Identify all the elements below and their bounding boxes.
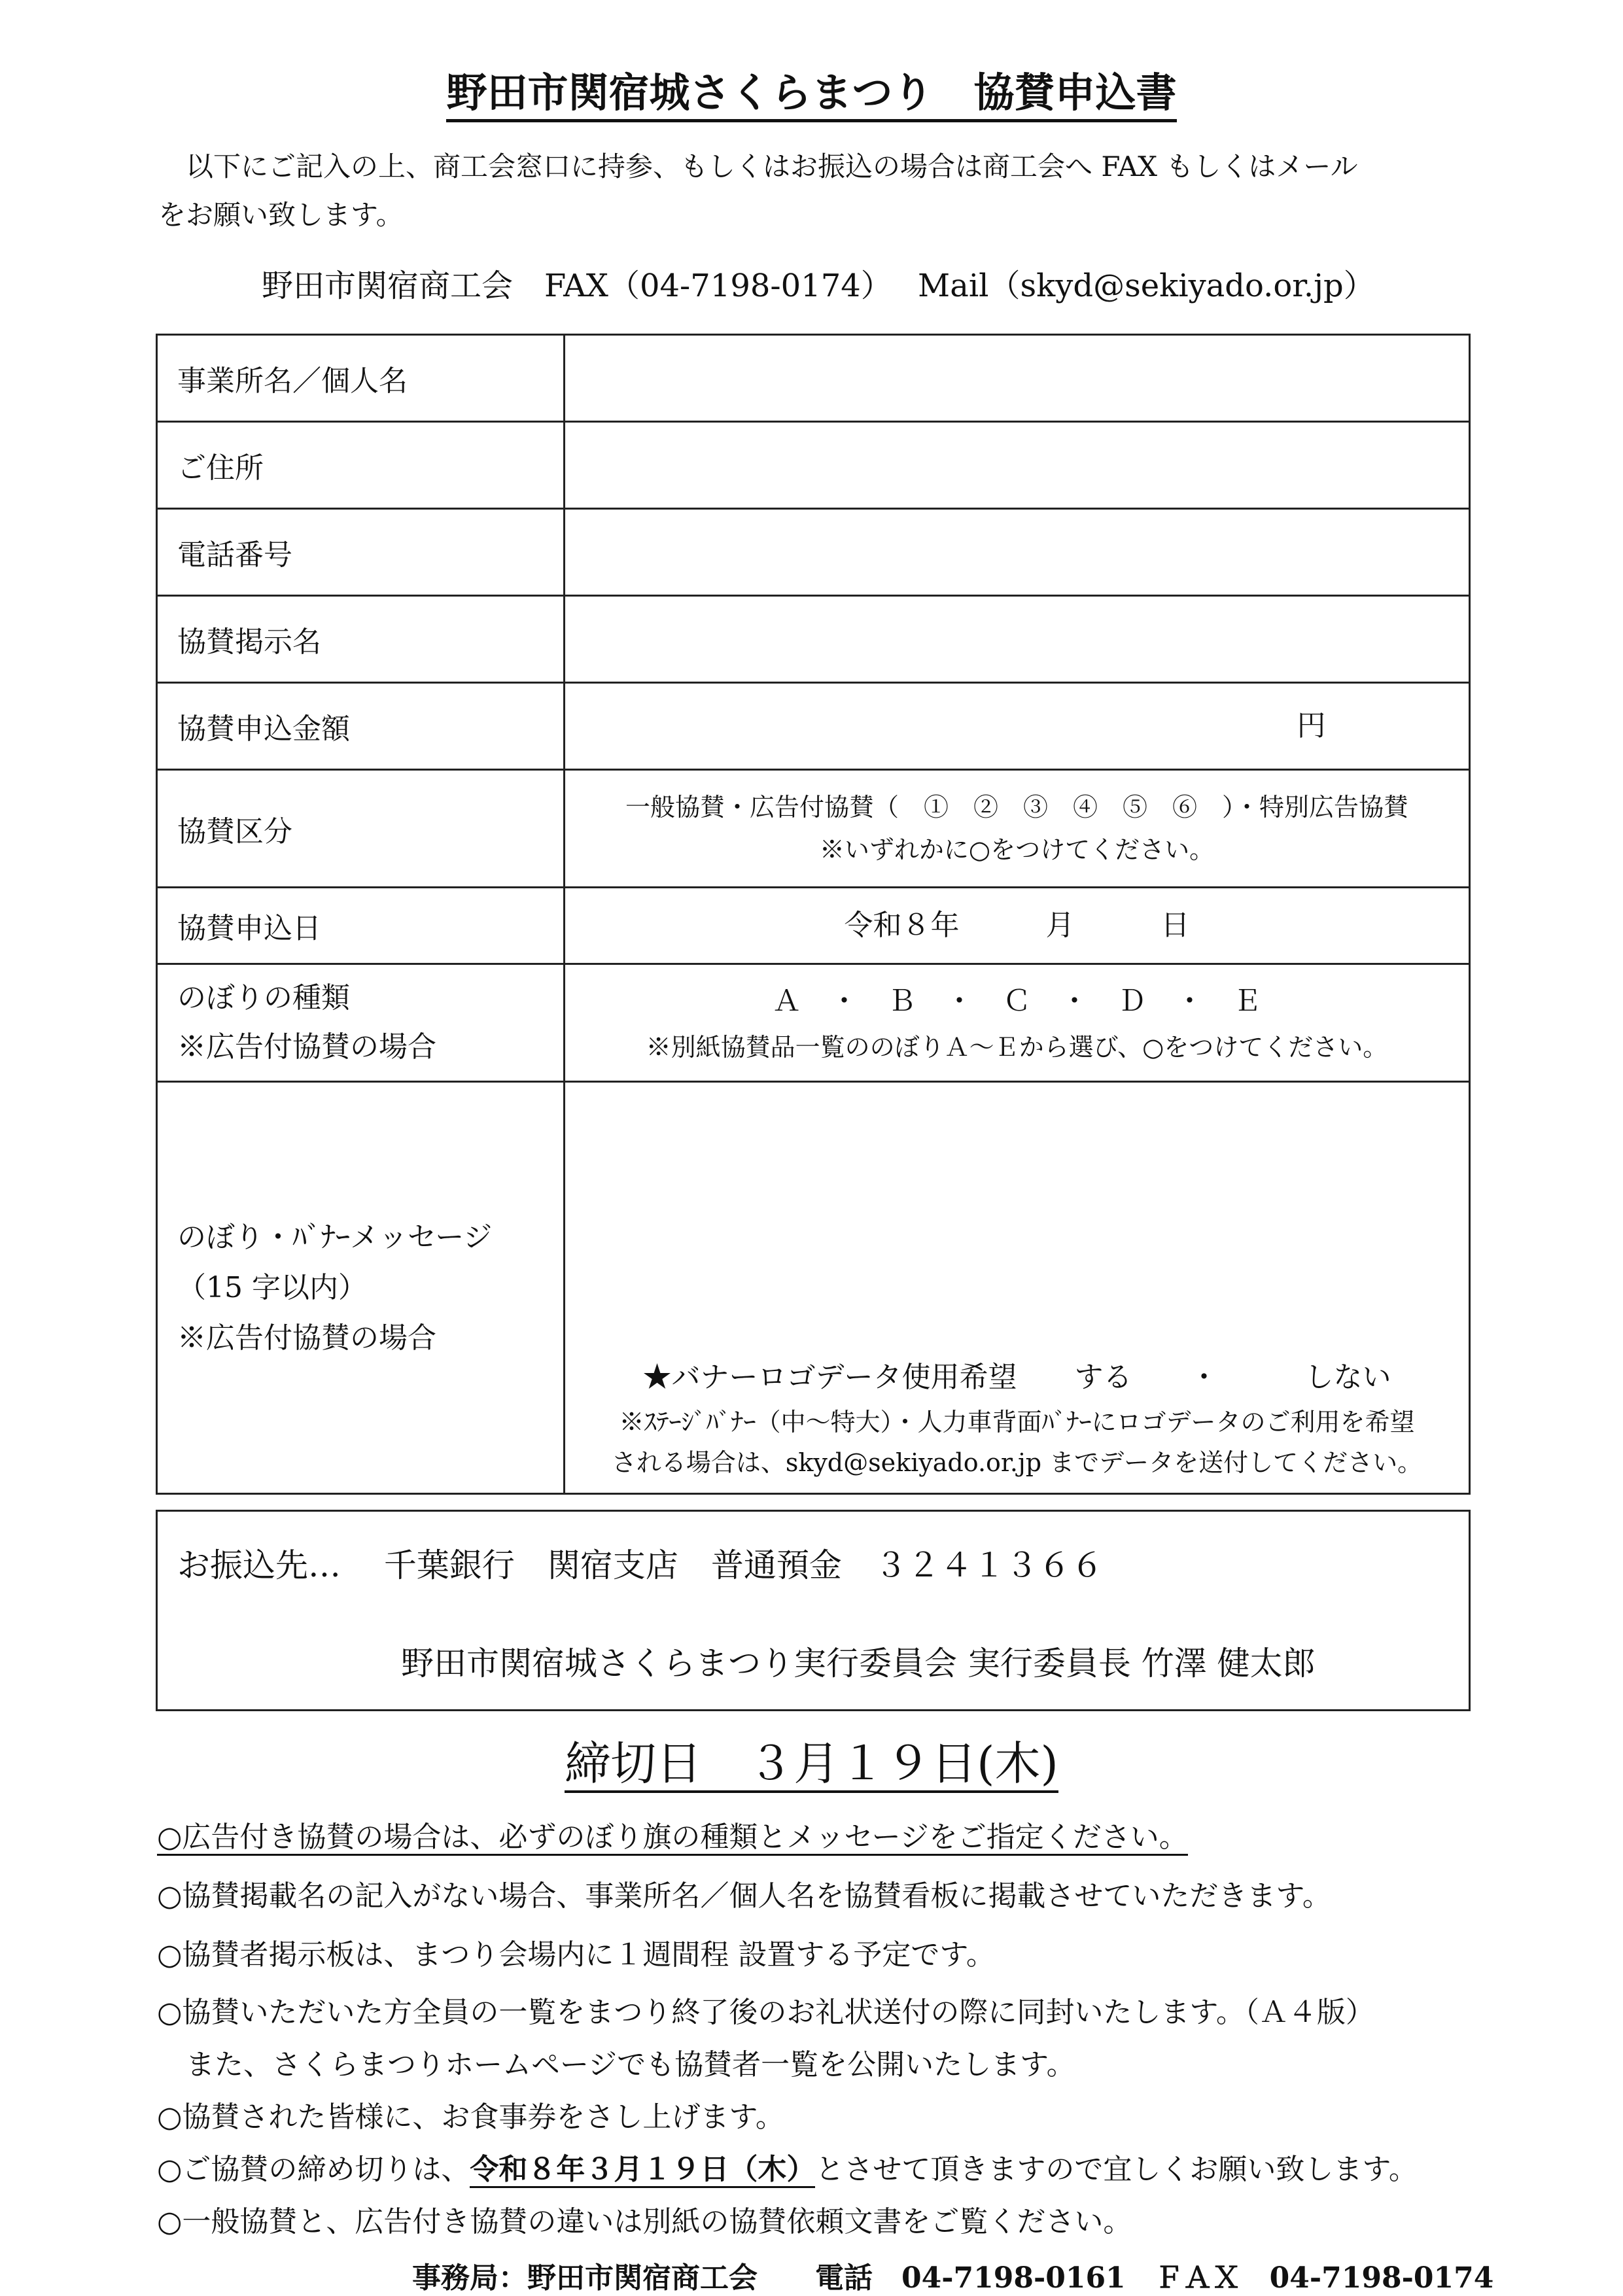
title-text: 野田市関宿城さくらまつり 協賛申込書 xyxy=(446,69,1176,122)
deadline xyxy=(0,1727,1623,1793)
yen-unit: 円 xyxy=(1297,708,1326,742)
display-name-label: 協賛掲示名 xyxy=(157,596,565,683)
business-name-field[interactable] xyxy=(565,335,1470,422)
category-note: ※いずれかに○をつけてください。 xyxy=(819,835,1215,864)
banner-type-options: Ａ ・ Ｂ ・ Ｃ ・ Ｄ ・ Ｅ xyxy=(772,984,1262,1018)
logo-note-1: ※ｽﾃｰｼﾞﾊﾞﾅｰ（中～特大）・人力車背面ﾊﾞﾅｰにロゴデータのご利用を希望 xyxy=(619,1407,1415,1436)
note-7-post: とさせて頂きますので宜しくお願い致します。 xyxy=(815,2153,1418,2186)
application-form xyxy=(156,334,1471,1495)
note-6: ○協賛された皆様に、お食事券をさし上げます。 xyxy=(157,2100,784,2134)
logo-request: ★バナーロゴデータ使用希望 する ・ しない xyxy=(642,1361,1391,1395)
phone-label: 電話番号 xyxy=(157,509,565,596)
logo-note-2: される場合は、skyd@sekiyado.or.jp までデータを送付してください。 xyxy=(611,1448,1423,1478)
date-label: 協賛申込日 xyxy=(157,888,565,964)
note-7 xyxy=(157,2146,1418,2187)
deadline-text: 締切日 ３月１９日(木) xyxy=(565,1737,1058,1793)
display-name-field[interactable] xyxy=(565,596,1470,683)
contact-info: 野田市関宿商工会 FAX（04-7198-0174） Mail（skyd@sekiyado.or.jp） xyxy=(262,268,1375,304)
business-name-label: 事業所名／個人名 xyxy=(157,335,565,422)
address-label: ご住所 xyxy=(157,422,565,509)
address-field[interactable] xyxy=(565,422,1470,509)
banner-type-field[interactable] xyxy=(565,964,1470,1082)
page-title xyxy=(0,60,1623,118)
note-7-date: 令和８年３月１９日（木） xyxy=(470,2153,815,2188)
note-5: また、さくらまつりホームページでも協賛者一覧を公開いたします。 xyxy=(157,2048,1075,2081)
footer-office: 事務局：野田市関宿商工会 電話 04-7198-0161 ＦＡＸ 04-7198-0174 xyxy=(412,2261,1494,2295)
intro-line-1: 以下にご記入の上、商工会窓口に持参、もしくはお振込の場合は商工会へ FAX もしくはメール xyxy=(158,150,1358,183)
category-options: 一般協賛・広告付協賛（ ① ② ③ ④ ⑤ ⑥ ）・特別広告協賛 xyxy=(625,792,1408,822)
message-label-2: （15 字以内） xyxy=(177,1271,367,1304)
note-1-text: ○広告付き協賛の場合は、必ずのぼり旗の種類とメッセージをご指定ください。 xyxy=(157,1820,1188,1856)
category-field[interactable] xyxy=(565,770,1470,888)
banner-type-label-2: ※広告付協賛の場合 xyxy=(177,1030,436,1064)
bank-transfer-box xyxy=(156,1510,1471,1711)
date-field[interactable]: 令和８年 月 日 xyxy=(565,888,1470,964)
amount-label: 協賛申込金額 xyxy=(157,683,565,770)
bank-line-2: 野田市関宿城さくらまつり実行委員会 実行委員長 竹澤 健太郎 xyxy=(401,1644,1316,1682)
bank-line-1: お振込先… 千葉銀行 関宿支店 普通預金 ３２４１３６６ xyxy=(177,1546,1104,1584)
banner-type-label xyxy=(157,964,565,1082)
intro-line-2: をお願い致します。 xyxy=(158,199,404,231)
message-label-1: のぼり・ﾊﾞﾅｰメッセージ xyxy=(177,1221,493,1254)
note-7-pre: ○ご協賛の締め切りは、 xyxy=(157,2153,470,2186)
banner-type-label-1: のぼりの種類 xyxy=(177,981,350,1015)
phone-field[interactable] xyxy=(565,509,1470,596)
note-8: ○一般協賛と、広告付き協賛の違いは別紙の協賛依頼文書をご覧ください。 xyxy=(157,2205,1132,2238)
note-4: ○協賛いただいた方全員の一覧をまつり終了後のお礼状送付の際に同封いたします。（Ａ４版） xyxy=(157,1996,1374,2029)
message-label-3: ※広告付協賛の場合 xyxy=(177,1321,436,1355)
banner-type-note: ※別紙協賛品一覧ののぼりＡ～Ｅから選び、○をつけてください。 xyxy=(646,1032,1388,1062)
message-field[interactable] xyxy=(565,1082,1470,1494)
note-1 xyxy=(157,1813,1188,1855)
note-3: ○協賛者掲示板は、まつり会場内に１週間程 設置する予定です。 xyxy=(157,1938,995,1972)
note-2: ○協賛掲載名の記入がない場合、事業所名／個人名を協賛看板に掲載させていただきます。 xyxy=(157,1879,1331,1913)
amount-field[interactable] xyxy=(565,683,1470,770)
category-label: 協賛区分 xyxy=(157,770,565,888)
message-label xyxy=(157,1082,565,1494)
